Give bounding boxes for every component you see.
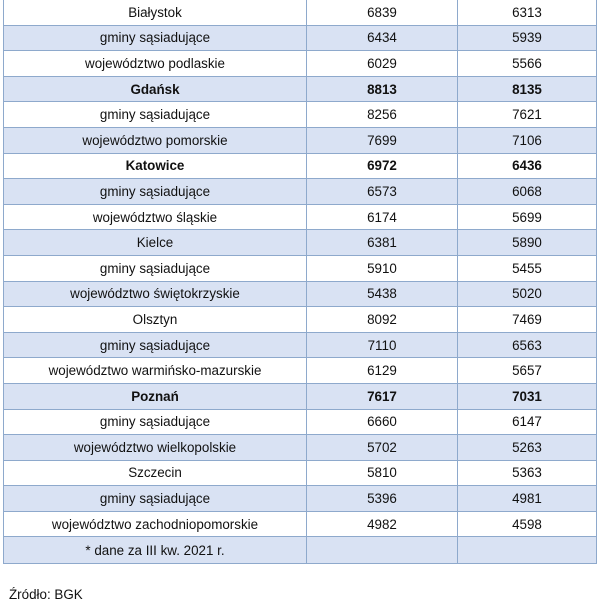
value-cell: 5890: [458, 230, 597, 256]
value-cell: 5810: [307, 460, 458, 486]
table-row: [4, 230, 597, 256]
region-cell: gminy sąsiadujące: [4, 25, 307, 51]
price-table: [3, 0, 597, 564]
value-cell: 6436: [458, 153, 597, 179]
region-cell: województwo świętokrzyskie: [4, 281, 307, 307]
value-cell: 6563: [458, 332, 597, 358]
table-row: [4, 281, 597, 307]
region-cell: Gdańsk: [4, 76, 307, 102]
source-note: Źródło: BGK: [9, 587, 83, 602]
footnote-cell: * dane za III kw. 2021 r.: [4, 537, 307, 564]
value-cell: 6029: [307, 51, 458, 77]
region-cell: Białystok: [4, 0, 307, 25]
value-cell: 6313: [458, 0, 597, 25]
value-cell: 5020: [458, 281, 597, 307]
value-cell: 5363: [458, 460, 597, 486]
value-cell: 5263: [458, 435, 597, 461]
value-cell: 5702: [307, 435, 458, 461]
value-cell: 7699: [307, 127, 458, 153]
region-cell: województwo zachodniopomorskie: [4, 511, 307, 537]
region-cell: województwo podlaskie: [4, 51, 307, 77]
table-row: [4, 511, 597, 537]
value-cell: 5438: [307, 281, 458, 307]
region-cell: Olsztyn: [4, 307, 307, 333]
region-cell: województwo pomorskie: [4, 127, 307, 153]
table-row: [4, 307, 597, 333]
value-cell: 8092: [307, 307, 458, 333]
region-cell: województwo warmińsko-mazurskie: [4, 358, 307, 384]
value-cell: 6573: [307, 179, 458, 205]
value-cell: 8135: [458, 76, 597, 102]
table-row: [4, 435, 597, 461]
region-cell: gminy sąsiadujące: [4, 102, 307, 128]
table-row: [4, 383, 597, 409]
value-cell: 5939: [458, 25, 597, 51]
table-row: [4, 255, 597, 281]
table-row: [4, 179, 597, 205]
table-row: [4, 0, 597, 25]
region-cell: Kielce: [4, 230, 307, 256]
table-row: [4, 358, 597, 384]
table-row: [4, 102, 597, 128]
region-cell: gminy sąsiadujące: [4, 255, 307, 281]
region-cell: województwo wielkopolskie: [4, 435, 307, 461]
table-row: [4, 332, 597, 358]
footnote-row: [4, 537, 597, 564]
table-row: [4, 460, 597, 486]
value-cell: 4598: [458, 511, 597, 537]
value-cell: 5657: [458, 358, 597, 384]
table-row: [4, 51, 597, 77]
value-cell: 7106: [458, 127, 597, 153]
value-cell: 6129: [307, 358, 458, 384]
table-row: [4, 486, 597, 512]
value-cell: 6147: [458, 409, 597, 435]
value-cell: 7617: [307, 383, 458, 409]
region-cell: gminy sąsiadujące: [4, 486, 307, 512]
empty-cell: [458, 537, 597, 564]
value-cell: 5910: [307, 255, 458, 281]
table-row: [4, 204, 597, 230]
table-row: [4, 76, 597, 102]
table-row: [4, 25, 597, 51]
value-cell: 5699: [458, 204, 597, 230]
value-cell: 6660: [307, 409, 458, 435]
value-cell: 6174: [307, 204, 458, 230]
value-cell: 8813: [307, 76, 458, 102]
region-cell: Szczecin: [4, 460, 307, 486]
table-row: [4, 153, 597, 179]
value-cell: 7110: [307, 332, 458, 358]
value-cell: 5396: [307, 486, 458, 512]
value-cell: 6068: [458, 179, 597, 205]
empty-cell: [307, 537, 458, 564]
value-cell: 6839: [307, 0, 458, 25]
value-cell: 6434: [307, 25, 458, 51]
table-body: [4, 0, 597, 564]
table-row: [4, 409, 597, 435]
value-cell: 7031: [458, 383, 597, 409]
table-row: [4, 127, 597, 153]
region-cell: Katowice: [4, 153, 307, 179]
value-cell: 5455: [458, 255, 597, 281]
region-cell: gminy sąsiadujące: [4, 332, 307, 358]
value-cell: 5566: [458, 51, 597, 77]
value-cell: 7469: [458, 307, 597, 333]
value-cell: 6381: [307, 230, 458, 256]
value-cell: 4981: [458, 486, 597, 512]
region-cell: gminy sąsiadujące: [4, 179, 307, 205]
value-cell: 8256: [307, 102, 458, 128]
value-cell: 6972: [307, 153, 458, 179]
value-cell: 7621: [458, 102, 597, 128]
region-cell: gminy sąsiadujące: [4, 409, 307, 435]
value-cell: 4982: [307, 511, 458, 537]
region-cell: województwo śląskie: [4, 204, 307, 230]
region-cell: Poznań: [4, 383, 307, 409]
